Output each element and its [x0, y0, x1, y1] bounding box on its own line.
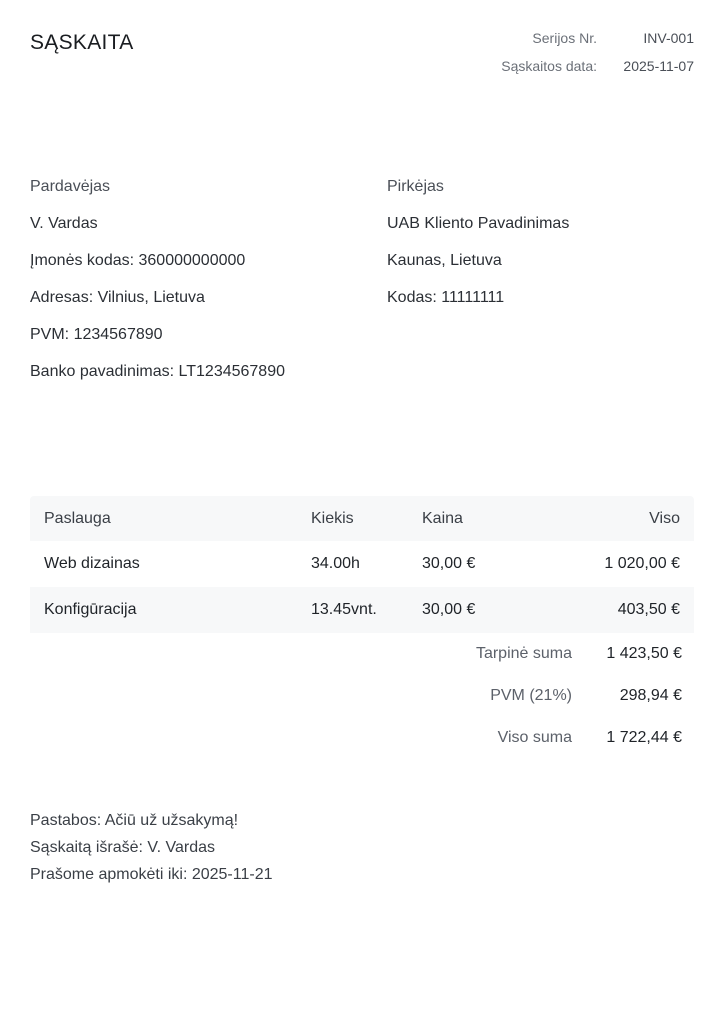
series-value: INV-001 [643, 30, 694, 46]
cell-total: 1 020,00 € [604, 555, 680, 572]
items-table [30, 496, 694, 633]
header-total: Viso [649, 509, 680, 527]
seller-name: V. Vardas [30, 215, 98, 232]
seller-vat: PVM: 1234567890 [30, 326, 163, 343]
cell-quantity: 34.00h [311, 555, 360, 572]
due-date-text: Prašome apmokėti iki: 2025-11-21 [30, 866, 273, 883]
table-header [30, 496, 694, 541]
buyer-heading: Pirkėjas [387, 178, 444, 195]
cell-total: 403,50 € [617, 601, 680, 618]
buyer-code: Kodas: 11111111 [387, 289, 505, 306]
buyer-address: Kaunas, Lietuva [387, 252, 502, 269]
header-price: Kaina [422, 509, 463, 527]
vat-value: 298,94 € [619, 687, 682, 704]
date-label: Sąskaitos data: [501, 58, 597, 74]
cell-service: Konfigūracija [44, 601, 137, 618]
grand-total-value: 1 722,44 € [606, 729, 682, 746]
cell-price: 30,00 € [422, 601, 476, 618]
table-row [30, 541, 694, 587]
header-quantity: Kiekis [311, 509, 354, 527]
grand-total-label: Viso suma [497, 729, 572, 746]
series-label: Serijos Nr. [532, 30, 597, 46]
issued-by-text: Sąskaitą išrašė: V. Vardas [30, 839, 215, 856]
invoice-title: SĄSKAITA [30, 31, 134, 54]
notes-text: Pastabos: Ačiū už užsakymą! [30, 812, 239, 829]
seller-address: Adresas: Vilnius, Lietuva [30, 289, 205, 306]
seller-heading: Pardavėjas [30, 178, 111, 195]
cell-quantity: 13.45vnt. [311, 601, 377, 618]
cell-service: Web dizainas [44, 555, 140, 572]
vat-label: PVM (21%) [490, 687, 572, 704]
seller-company-code: Įmonės kodas: 360000000000 [30, 252, 246, 269]
buyer-name: UAB Kliento Pavadinimas [387, 215, 570, 232]
subtotal-label: Tarpinė suma [475, 645, 572, 662]
seller-bank: Banko pavadinimas: LT1234567890 [30, 363, 285, 380]
subtotal-value: 1 423,50 € [606, 645, 682, 662]
cell-price: 30,00 € [422, 555, 476, 572]
table-row [30, 587, 694, 633]
date-value: 2025-11-07 [623, 58, 694, 74]
header-service: Paslauga [44, 509, 111, 527]
